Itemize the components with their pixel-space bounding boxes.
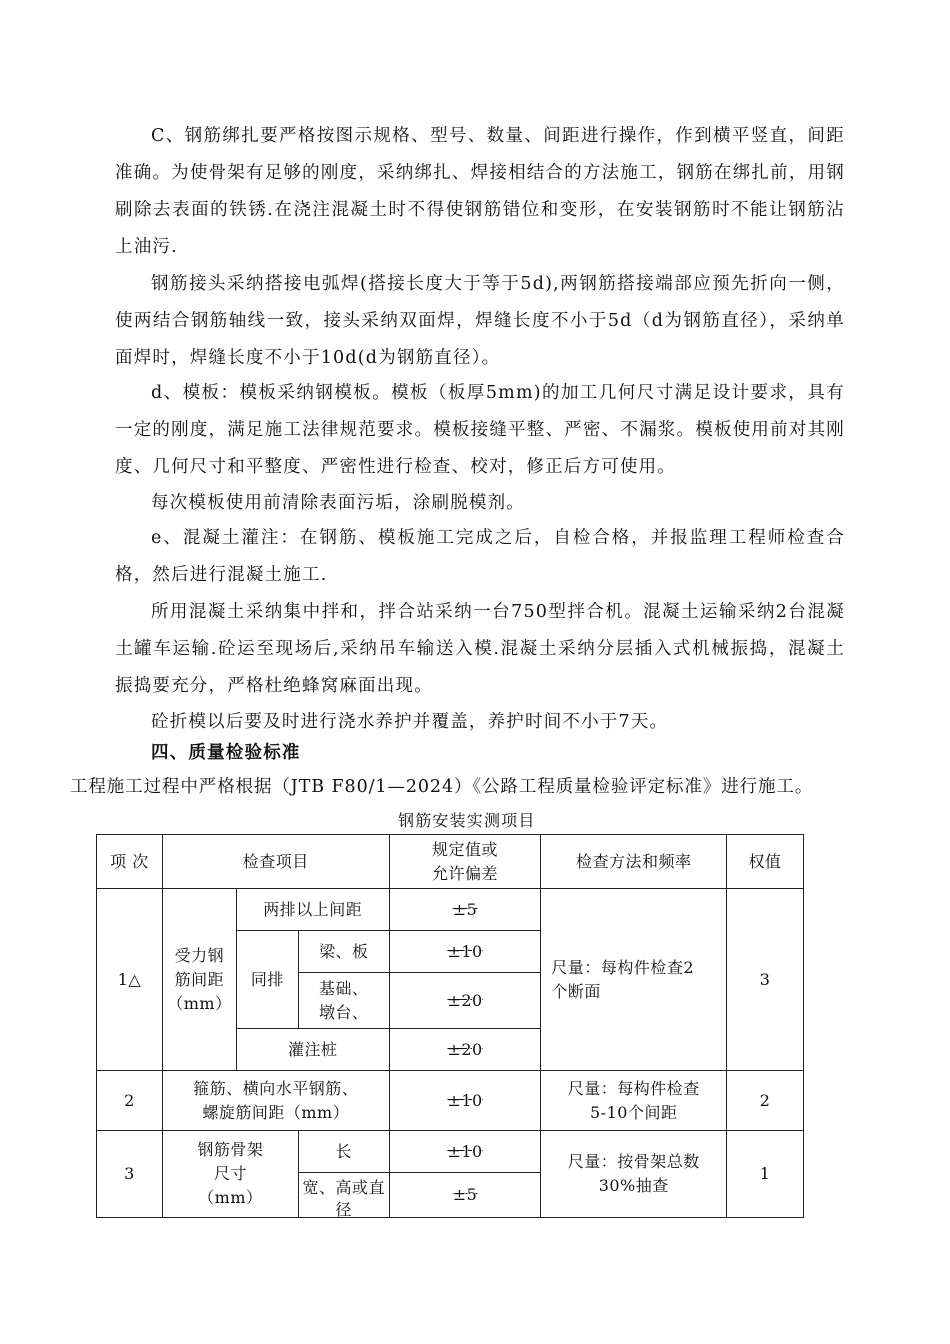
paragraph-concrete-pouring: e、混凝土灌注：在钢筋、模板施工完成之后，自检合格，并报监理工程师检查合格，然后进行混凝土施工. <box>115 528 845 585</box>
paragraph-curing: 砼折模以后要及时进行浇水养护并覆盖，养护时间不小于7天。 <box>151 712 669 732</box>
row1-method: 尺量：每构件检查2 个断面 <box>541 889 727 1071</box>
table-header-row <box>97 835 804 889</box>
table-row <box>97 889 804 931</box>
row3-tolerance-2: ±5 <box>389 1173 541 1218</box>
header-weight: 权值 <box>727 835 804 889</box>
table-caption: 钢筋安装实测项目 <box>398 811 536 830</box>
row1-tolerance-3: ±20 <box>389 973 541 1029</box>
row1-sub-bored-pile: 灌注桩 <box>236 1029 389 1071</box>
table-row <box>97 1071 804 1131</box>
row2-method: 尺量：每构件检查 5-10个间距 <box>541 1071 727 1131</box>
table-row <box>97 1131 804 1173</box>
row2-tolerance: ±10 <box>389 1071 541 1131</box>
row1-sub-two-rows: 两排以上间距 <box>236 889 389 931</box>
header-method: 检查方法和频率 <box>541 835 727 889</box>
row1-same-row-label: 同排 <box>236 931 298 1029</box>
row1-tolerance-2: ±10 <box>389 931 541 973</box>
row1-sub-beam-slab: 梁、板 <box>298 931 389 973</box>
standard-reference-line: 工程施工过程中严格根据（JTB F80/1—2024）《公路工程质量检验评定标准》进行施工。 <box>70 777 814 797</box>
header-item-no: 项 次 <box>97 835 163 889</box>
row2-item-no: 2 <box>97 1071 163 1131</box>
row3-tolerance-1: ±10 <box>389 1131 541 1173</box>
header-check-item: 检查项目 <box>162 835 389 889</box>
section-heading: 四、质量检验标准 <box>151 743 301 763</box>
row1-tolerance-4: ±20 <box>389 1029 541 1071</box>
row3-sub-width-height <box>298 1173 389 1218</box>
row1-item-no: 1△ <box>97 889 163 1071</box>
row3-weight: 1 <box>727 1131 804 1218</box>
row1-weight: 3 <box>727 889 804 1071</box>
row2-check-item: 箍筋、横向水平钢筋、 螺旋筋间距（mm） <box>162 1071 389 1131</box>
row3-item-no: 3 <box>97 1131 163 1218</box>
row2-weight: 2 <box>727 1071 804 1131</box>
paragraph-formwork: d、模板：模板采纳钢模板。模板（板厚5mm)的加工几何尺寸满足设计要求，具有一定的刚度，满足施工法律规范要求。模板接缝平整、严密、不漏浆。模板使用前对其刚度、几何尺寸和平整度、严密性进行检查、校对，修正后方可使用。 <box>115 383 845 477</box>
paragraph-rebar-welding: 钢筋接头采纳搭接电弧焊(搭接长度大于等于5d),两钢筋搭接端部应预先折向一侧，使两结合钢筋轴线一致，接头采纳双面焊，焊缝长度不小于5d（d为钢筋直径），采纳单面焊时，焊缝长度不小于10d(d为钢筋直径）。 <box>115 274 845 368</box>
row1-sub-foundation: 基础、 墩台、 <box>298 973 389 1029</box>
row1-tolerance-1: ±5 <box>389 889 541 931</box>
paragraph-release-agent: 每次模板使用前清除表面污垢，涂刷脱模剂。 <box>151 493 525 513</box>
paragraph-concrete-mixing: 所用混凝土采纳集中拌和，拌合站采纳一台750型拌合机。混凝土运输采纳2台混凝土罐车运输.砼运至现场后,采纳吊车输送入模.混凝土采纳分层插入式机械振捣，混凝土振捣要充分，严格杜绝蜂窝麻面出现。 <box>115 602 845 696</box>
paragraph-rebar-binding: C、钢筋绑扎要严格按图示规格、型号、数量、间距进行操作，作到横平竖直，间距准确。为使骨架有足够的刚度，采纳绑扎、焊接相结合的方法施工，钢筋在绑扎前，用钢刷除去表面的铁锈.在浇注混凝土时不得使钢筋错位和变形，在安装钢筋时不能让钢筋沾上油污. <box>115 126 845 257</box>
header-tolerance: 规定值或 允许偏差 <box>389 835 541 889</box>
row3-group-label: 钢筋骨架 尺寸 （mm） <box>162 1131 298 1218</box>
row3-sub-width-height-text: 宽、高或直 径 <box>302 1178 385 1217</box>
rebar-inspection-table <box>96 834 804 1218</box>
row3-method: 尺量：按骨架总数 30%抽查 <box>541 1131 727 1218</box>
row1-group-label: 受力钢 筋间距 （mm） <box>162 889 236 1071</box>
row3-sub-length: 长 <box>298 1131 389 1173</box>
